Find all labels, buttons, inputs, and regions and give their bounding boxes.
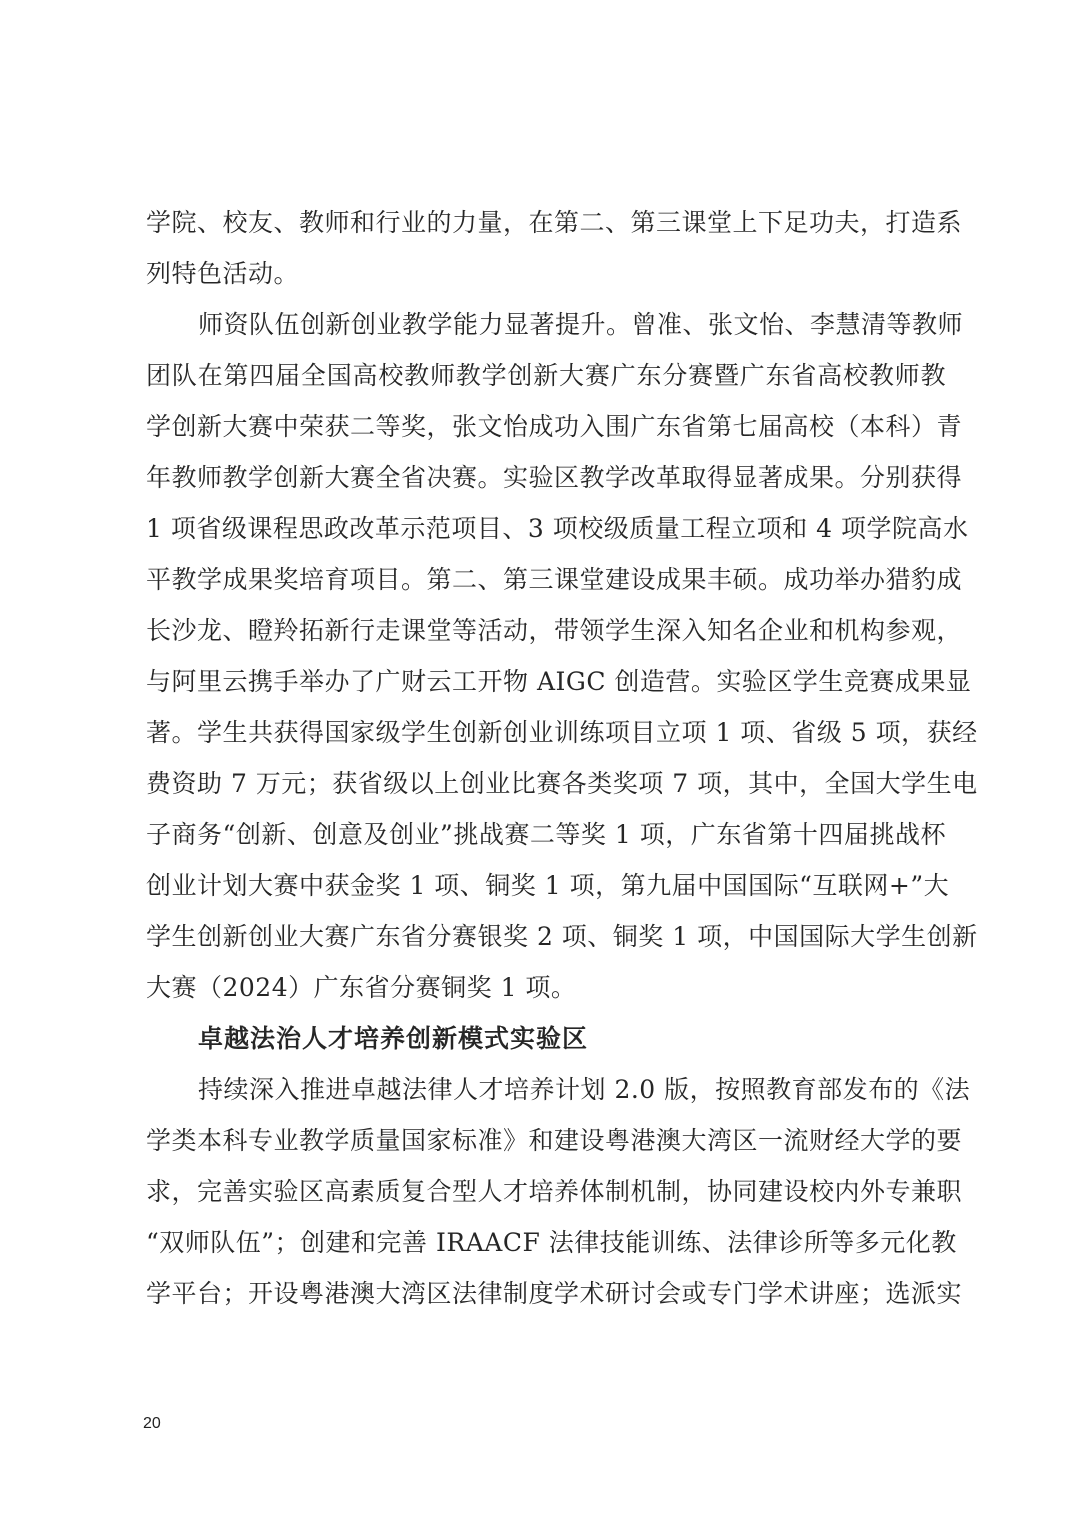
text-line: 平教学成果奖培育项目。第二、第三课堂建设成果丰硕。成功举办猎豹成 bbox=[146, 565, 963, 594]
text-line: 大赛（2024）广东省分赛铜奖 1 项。 bbox=[146, 973, 577, 1002]
text-line: 年教师教学创新大赛全省决赛。实验区教学改革取得显著成果。分别获得 bbox=[146, 463, 963, 492]
text-line: 列特色活动。 bbox=[146, 259, 300, 288]
document-body bbox=[146, 197, 978, 1319]
text-line: 创业计划大赛中获金奖 1 项、铜奖 1 项，第九届中国国际“互联网+”大 bbox=[146, 871, 950, 900]
text-line: “双师队伍”；创建和完善 IRAACF 法律技能训练、法律诊所等多元化教 bbox=[146, 1228, 957, 1257]
text-line: 团队在第四届全国高校教师教学创新大赛广东分赛暨广东省高校教师教 bbox=[146, 361, 946, 390]
text-line: 长沙龙、瞪羚拓新行走课堂等活动，带领学生深入知名企业和机构参观， bbox=[146, 616, 963, 645]
text-line: 师资队伍创新创业教学能力显著提升。曾准、张文怡、李慧清等教师 bbox=[198, 310, 964, 339]
text-line: 学平台；开设粤港澳大湾区法律制度学术研讨会或专门学术讲座；选派实 bbox=[146, 1279, 963, 1308]
page-number: 20 bbox=[143, 1415, 161, 1432]
text-line: 子商务“创新、创意及创业”挑战赛二等奖 1 项，广东省第十四届挑战杯 bbox=[146, 820, 946, 849]
text-line: 持续深入推进卓越法律人才培养计划 2.0 版，按照教育部发布的《法 bbox=[198, 1075, 971, 1104]
text-line: 学院、校友、教师和行业的力量，在第二、第三课堂上下足功夫，打造系 bbox=[146, 208, 963, 237]
text-line: 1 项省级课程思政改革示范项目、3 项校级质量工程立项和 4 项学院高水 bbox=[146, 514, 969, 543]
text-line: 与阿里云携手举办了广财云工开物 AIGC 创造营。实验区学生竞赛成果显 bbox=[146, 667, 972, 696]
text-line: 学生创新创业大赛广东省分赛银奖 2 项、铜奖 1 项，中国国际大学生创新 bbox=[146, 922, 978, 951]
text-line: 费资助 7 万元；获省级以上创业比赛各类奖项 7 项，其中，全国大学生电 bbox=[146, 769, 978, 798]
text-line: 学创新大赛中荣获二等奖，张文怡成功入围广东省第七届高校（本科）青 bbox=[146, 412, 963, 441]
text-line: 求，完善实验区高素质复合型人才培养体制机制，协同建设校内外专兼职 bbox=[146, 1177, 963, 1206]
section-heading: 卓越法治人才培养创新模式实验区 bbox=[198, 1024, 589, 1053]
text-line: 学类本科专业教学质量国家标准》和建设粤港澳大湾区一流财经大学的要 bbox=[146, 1126, 963, 1155]
text-line: 著。学生共获得国家级学生创新创业训练项目立项 1 项、省级 5 项，获经 bbox=[146, 718, 978, 747]
